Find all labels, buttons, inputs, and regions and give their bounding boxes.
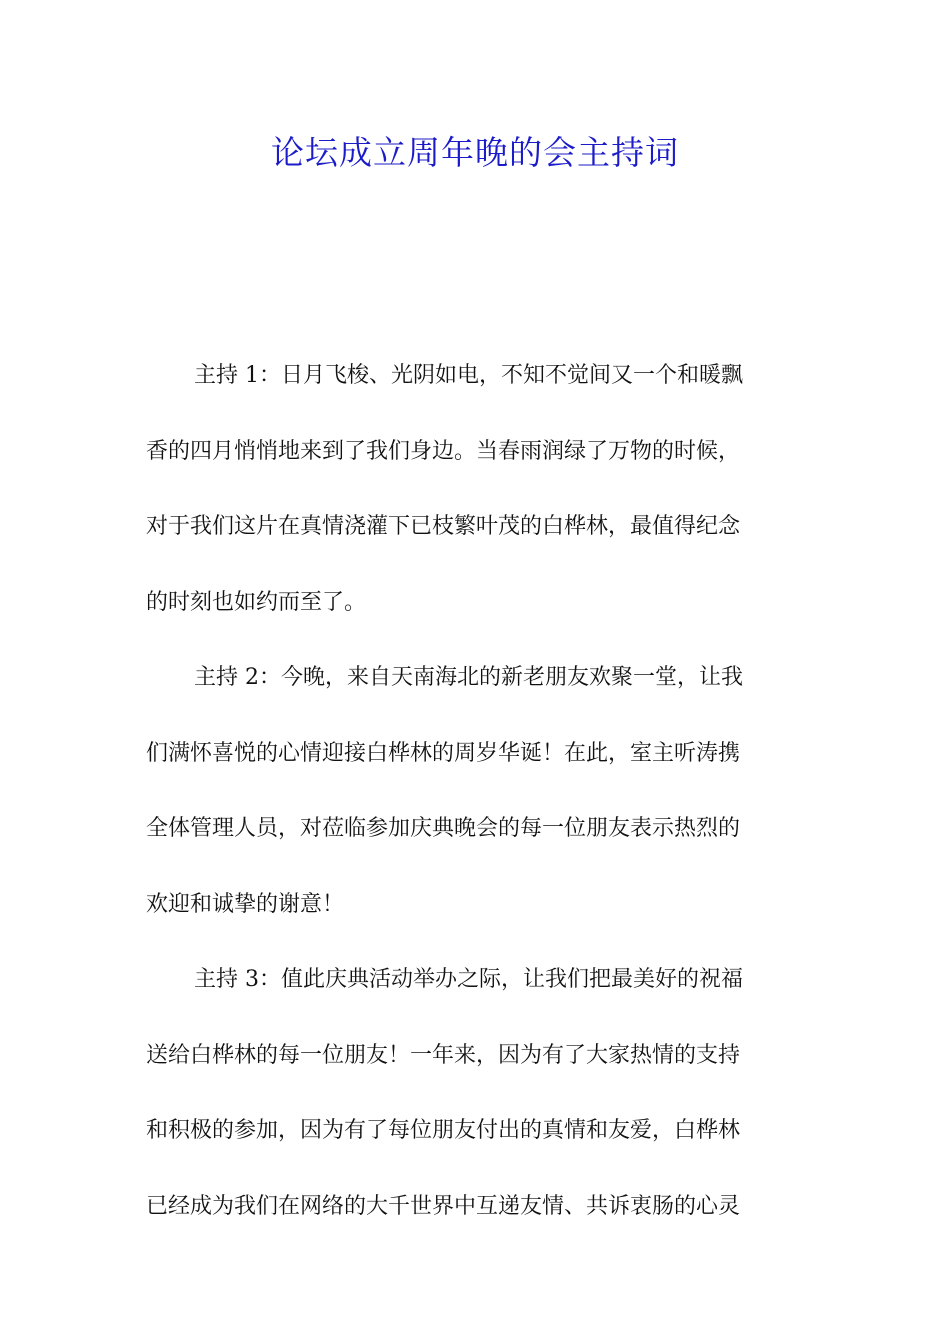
paragraph-line: 们满怀喜悦的心情迎接白桦林的周岁华诞！在此，室主听涛携 [146, 740, 741, 766]
paragraph-line: 主持 1：日月飞梭、光阴如电，不知不觉间又一个和暖飘 [194, 363, 743, 388]
paragraph-line: 已经成为我们在网络的大千世界中互递友情、共诉衷肠的心灵 [146, 1193, 741, 1219]
paragraph-line: 和积极的参加，因为有了每位朋友付出的真情和友爱，白桦林 [146, 1118, 741, 1143]
paragraph-host-3 [146, 942, 806, 1244]
paragraph-line: 全体管理人员，对莅临参加庆典晚会的每一位朋友表示热烈的 [146, 816, 741, 841]
paragraph-line: 主持 3：值此庆典活动举办之际，让我们把最美好的祝福 [194, 967, 743, 992]
paragraph-line: 送给白桦林的每一位朋友！一年来，因为有了大家热情的支持 [146, 1042, 741, 1068]
paragraph-line: 香的四月悄悄地来到了我们身边。当春雨润绿了万物的时候， [146, 438, 741, 464]
paragraph-line: 对于我们这片在真情浇灌下已枝繁叶茂的白桦林，最值得纪念 [146, 514, 741, 539]
paragraph-line: 主持 2：今晚，来自天南海北的新老朋友欢聚一堂，让我 [194, 665, 743, 690]
paragraph-host-2 [146, 640, 806, 942]
paragraph-line: 的时刻也如约而至了。 [146, 589, 367, 615]
document-body [146, 338, 806, 1244]
paragraph-host-1 [146, 338, 806, 640]
document-title: 论坛成立周年晚的会主持词 [271, 133, 679, 172]
paragraph-line: 欢迎和诚挚的谢意！ [146, 891, 345, 917]
